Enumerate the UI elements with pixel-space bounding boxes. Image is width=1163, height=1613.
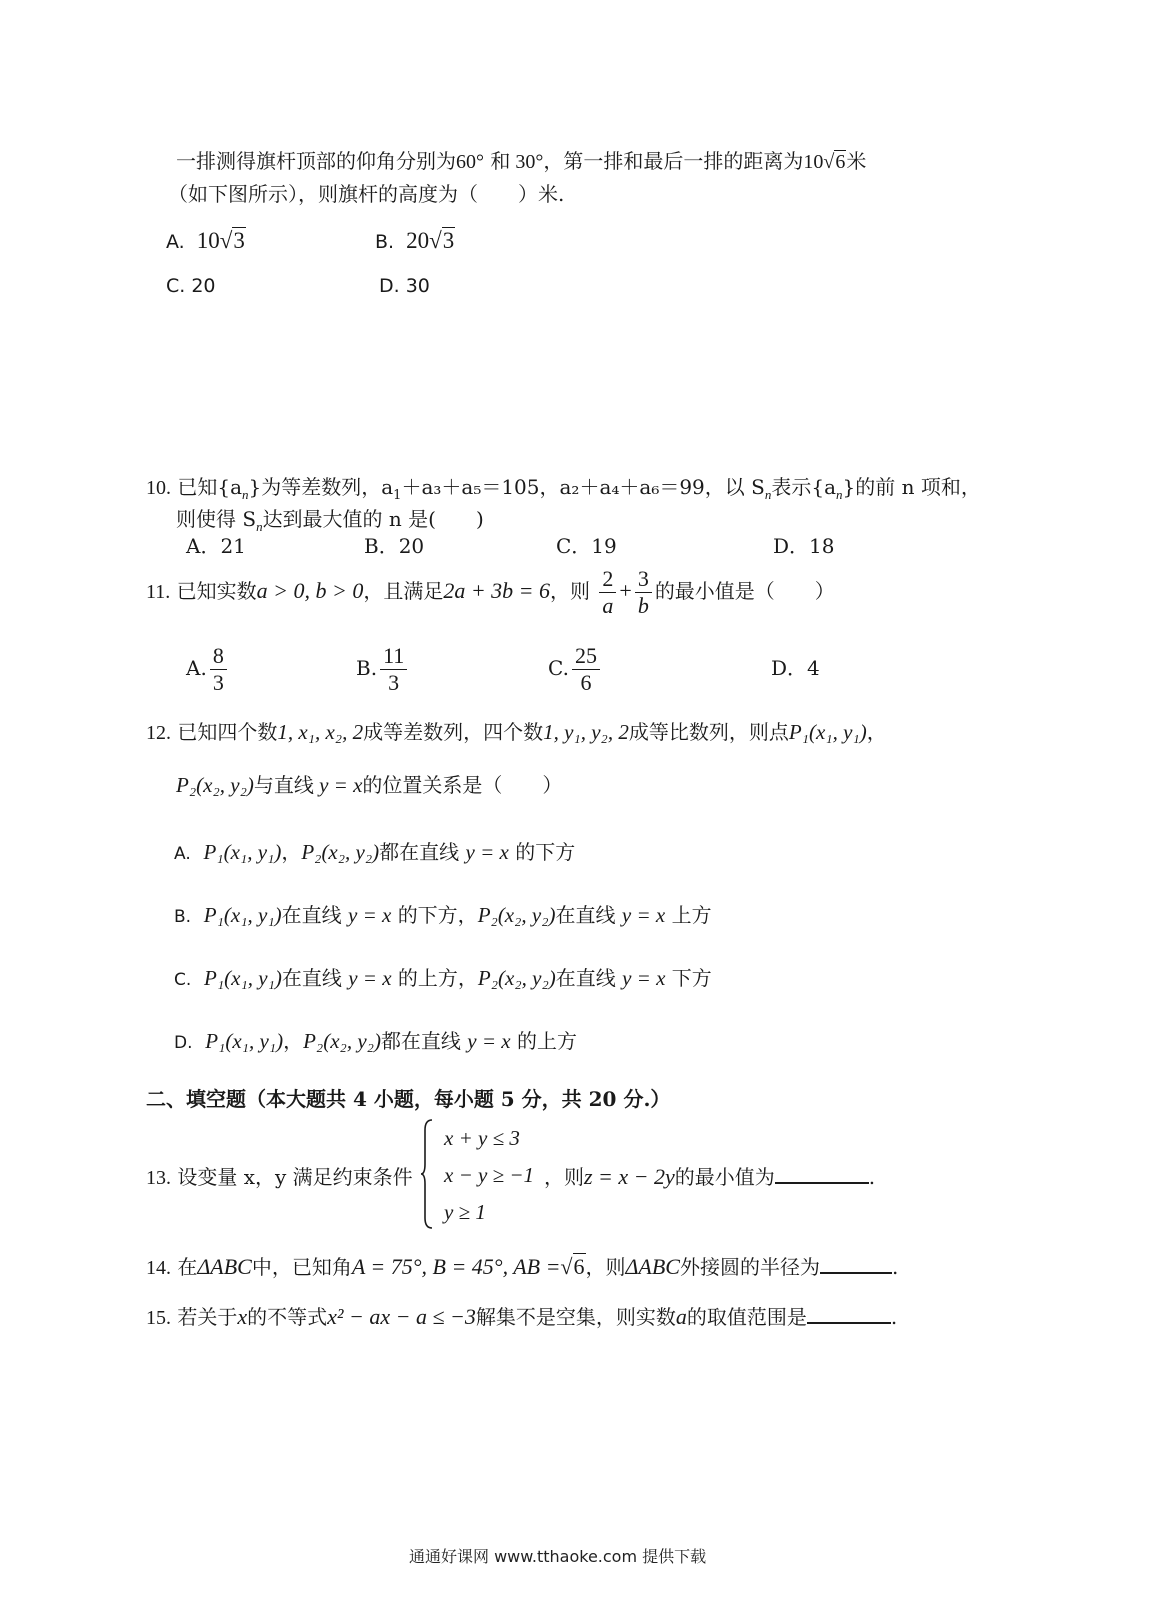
q11-option-b: B. $\frac{11}{3}$ [356,640,410,696]
q10-option-d: D．18 [773,534,835,558]
footer-text: 通通好课网 www.tthaoke.com 提供下载 [409,1547,707,1566]
q10-line1: 10. 已知$\{a_n\}$为等差数列，$a_1+a_3+a_5=105$，a₂＋a₄＋a₆＝99，以 $S_n$表示$\{a_n\}$的前 n 项和， [146,475,981,503]
q12-line2: P₂(x₂, y₂)与直线 y = x的位置关系是（ ） [176,773,563,797]
q10-option-b: B．20 [364,534,425,558]
sqrt-symbol: √6 [823,151,846,173]
q9-option-b: B. 20√3 [375,228,455,253]
q12-option-d: D. P₁(x₁, y₁)，P₂(x₂, y₂)都在直线 y = x 的上方 [174,1029,577,1053]
q12-option-a: A. P₁(x₁, y₁)，P₂(x₂, y₂)都在直线 y = x 的下方 [174,840,576,864]
q11-option-d: D．4 [771,656,820,680]
q12-option-c: C. P₁(x₁, y₁)在直线 y = x 的上方，P₂(x₂, y₂)在直线 y = x 下方 [174,966,712,990]
answer-blank[interactable] [807,1322,891,1324]
q9-option-a: A. 10√3 [166,228,245,253]
q12-line1: 12. 已知四个数1, x₁, x₂, 2成等差数列，四个数1, y₁, y₂, 2成等比数列，则点P₁(x₁, y₁)， [146,720,887,744]
q11-option-c: C. $\frac{25}{6}$ [548,640,603,696]
answer-blank[interactable] [775,1182,869,1184]
q9-option-c: C. 20 [166,275,216,297]
fraction-3-over-b: $\frac{3}{b}$ [635,566,652,619]
constraint-3: y ≥ 1 [444,1200,486,1224]
brace-symbol [420,1118,434,1230]
section-heading: 二、填空题（本大题共 4 小题，每小题 5 分，共 20 分.） [146,1087,671,1111]
q9-line1: 一排测得旗杆顶部的仰角分别为60° 和 30°，第一排和最后一排的距离为10√6米 [176,147,866,176]
q12-option-b: B. P₁(x₁, y₁)在直线 y = x 的下方，P₂(x₂, y₂)在直线 y = x 上方 [174,903,712,927]
q9-line2: （如下图所示），则旗杆的高度为（ ）米. [168,182,565,206]
q14-stem: 14. 在ΔABC中，已知角A = 75°, B = 45°, AB =√6，则ΔABC外接圆的半径为 . [146,1254,899,1279]
q11-stem: 11. 已知实数a > 0, b > 0，且满足2a + 3b = 6，则 $\frac{2}{a}$ + $\frac{3}{b}$ 的最小值是（ ） [146,566,835,618]
q11-option-a: A. $\frac{8}{3}$ [186,640,230,696]
q10-option-a: A．21 [186,534,246,558]
q10-line2: 则使得 $S_n$达到最大值的 n 是( ) [176,507,484,534]
q13-tail: ，则z = x − 2y的最小值为 . [544,1164,876,1189]
q13-stem: 13. 设变量 x，y 满足约束条件 [146,1165,413,1189]
constraint-2: x − y ≥ −1 [444,1163,535,1187]
fraction-2-over-a: $\frac{2}{a}$ [599,566,616,619]
q15-stem: 15. 若关于x的不等式x² − ax − a ≤ −3解集不是空集，则实数a的取值范围是 . [146,1304,898,1329]
q10-option-c: C．19 [556,534,617,558]
answer-blank[interactable] [820,1272,892,1274]
q9-option-d: D. 30 [379,275,430,297]
constraint-1: x + y ≤ 3 [444,1126,520,1150]
